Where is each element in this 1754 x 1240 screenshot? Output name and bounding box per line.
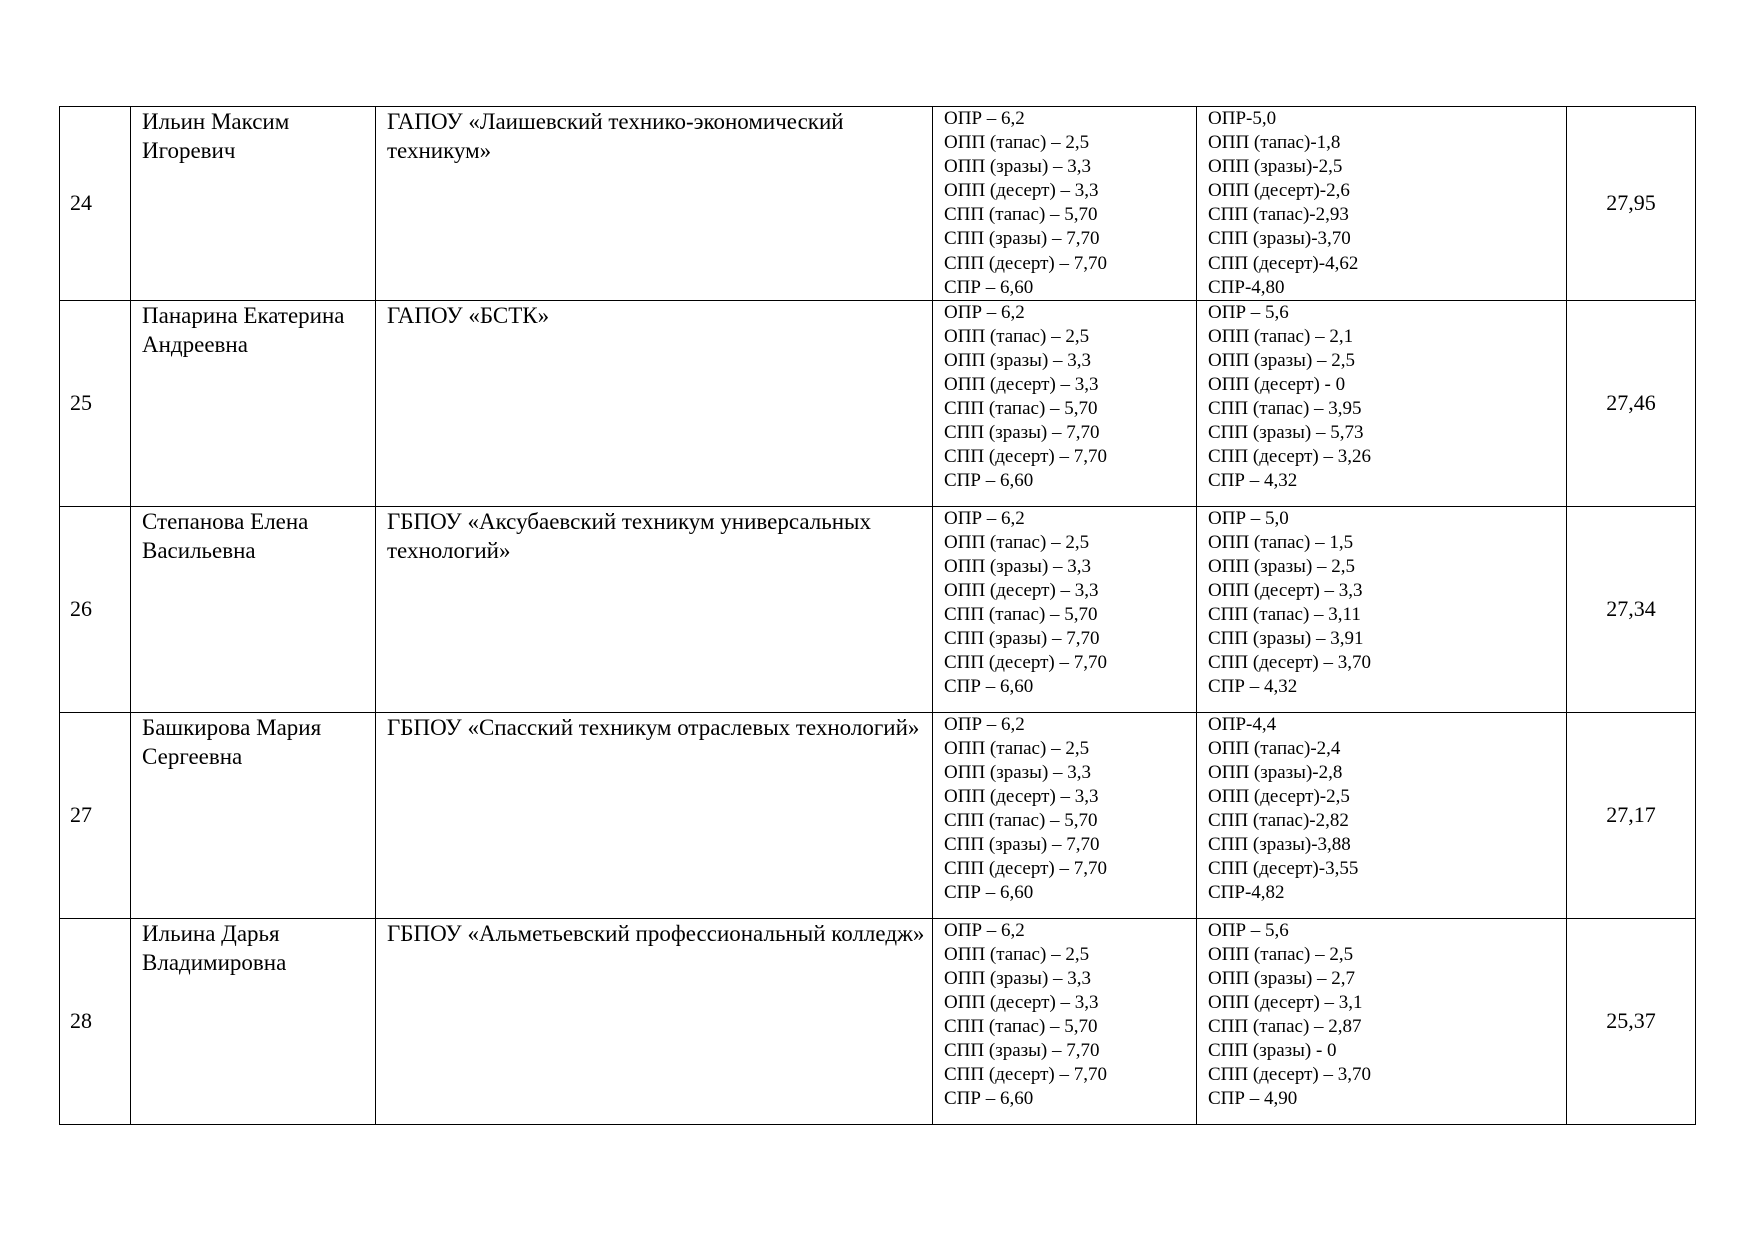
- results-table: [59, 106, 1696, 1125]
- max-score-line: СПП (зразы) – 7,70: [944, 1040, 1100, 1062]
- received-score-line: ОПП (тапас)-1,8: [1208, 132, 1341, 154]
- table-row: [60, 918, 1696, 1124]
- row-number: 25: [70, 390, 92, 416]
- row-number: 26: [70, 596, 92, 622]
- max-score-line: СПР – 6,60: [944, 676, 1034, 698]
- received-scores-cell: [1197, 712, 1567, 918]
- max-score-line: ОПП (зразы) – 3,3: [944, 967, 1092, 989]
- table-row: [60, 506, 1696, 712]
- received-scores-cell: [1197, 107, 1567, 301]
- total-score: 27,17: [1606, 802, 1656, 828]
- max-score-line: СПП (тапас) – 5,70: [944, 810, 1098, 832]
- organization-cell: [376, 506, 933, 712]
- max-score-line: СПП (десерт) – 7,70: [944, 1064, 1107, 1086]
- max-score-line: ОПР – 6,2: [944, 301, 1025, 323]
- max-score-line: СПП (зразы) – 7,70: [944, 228, 1100, 250]
- max-score-line: СПР – 6,60: [944, 1088, 1034, 1110]
- organization-cell: [376, 300, 933, 506]
- total-score: 25,37: [1606, 1008, 1656, 1034]
- max-score-line: ОПП (тапас) – 2,5: [944, 531, 1090, 553]
- max-score-line: ОПП (зразы) – 3,3: [944, 555, 1092, 577]
- total-score-cell: [1567, 506, 1696, 712]
- row-number: 28: [70, 1008, 92, 1034]
- participant-name: Панарина Екатерина Андреевна: [142, 302, 345, 357]
- table-row: [60, 107, 1696, 301]
- participant-name-cell: [131, 712, 376, 918]
- participant-name-cell: [131, 506, 376, 712]
- organization-cell: [376, 107, 933, 301]
- max-score-line: СПП (тапас) – 5,70: [944, 604, 1098, 626]
- received-score-line: ОПП (десерт)-2,6: [1208, 180, 1350, 202]
- received-score-line: ОПП (десерт) – 3,1: [1208, 992, 1363, 1014]
- organization-name: ГАПОУ «Лаишевский технико-экономический техникум»: [387, 109, 844, 163]
- max-score-line: ОПП (зразы) – 3,3: [944, 156, 1092, 178]
- row-number: 24: [70, 190, 92, 216]
- received-score-line: ОПР – 5,0: [1208, 507, 1289, 529]
- received-score-line: СПП (зразы) - 0: [1208, 1040, 1337, 1062]
- max-score-line: ОПП (зразы) – 3,3: [944, 761, 1092, 783]
- participant-name-cell: [131, 107, 376, 301]
- participant-name-cell: [131, 300, 376, 506]
- participant-name: Ильин Максим Игоревич: [142, 109, 290, 163]
- max-score-line: ОПП (десерт) – 3,3: [944, 786, 1099, 808]
- max-score-line: СПР – 6,60: [944, 882, 1034, 904]
- max-score-line: СПП (десерт) – 7,70: [944, 858, 1107, 880]
- max-score-line: СПП (зразы) – 7,70: [944, 628, 1100, 650]
- received-score-line: СПП (тапас) – 3,95: [1208, 398, 1362, 420]
- received-score-line: СПП (зразы)-3,88: [1208, 834, 1351, 856]
- received-scores-cell: [1197, 300, 1567, 506]
- received-score-line: СПП (десерт)-4,62: [1208, 252, 1359, 274]
- received-score-line: СПР – 4,32: [1208, 676, 1298, 698]
- received-score-line: ОПП (тапас)-2,4: [1208, 737, 1341, 759]
- organization-name: ГАПОУ «БСТК»: [387, 302, 550, 328]
- max-score-line: СПП (тапас) – 5,70: [944, 1016, 1098, 1038]
- received-score-line: ОПП (зразы) – 2,7: [1208, 967, 1356, 989]
- max-score-line: ОПП (десерт) – 3,3: [944, 992, 1099, 1014]
- max-scores-cell: [933, 506, 1197, 712]
- max-score-line: СПП (десерт) – 7,70: [944, 252, 1107, 274]
- received-score-line: ОПП (тапас) – 2,5: [1208, 943, 1354, 965]
- total-score: 27,46: [1606, 390, 1656, 416]
- max-scores-cell: [933, 107, 1197, 301]
- row-number-cell: [60, 107, 131, 301]
- max-scores-cell: [933, 300, 1197, 506]
- received-score-line: СПП (зразы)-3,70: [1208, 228, 1351, 250]
- received-score-line: СПП (десерт) – 3,26: [1208, 446, 1371, 468]
- row-number-cell: [60, 506, 131, 712]
- received-score-line: ОПР-5,0: [1208, 108, 1277, 129]
- received-score-line: СПР-4,82: [1208, 882, 1285, 904]
- max-score-line: СПП (десерт) – 7,70: [944, 652, 1107, 674]
- max-score-line: ОПП (зразы) – 3,3: [944, 349, 1092, 371]
- organization-name: ГБПОУ «Спасский техникум отраслевых технологий»: [387, 714, 920, 740]
- total-score: 27,34: [1606, 596, 1656, 622]
- max-scores-cell: [933, 712, 1197, 918]
- received-score-line: ОПР – 5,6: [1208, 919, 1289, 941]
- max-score-line: СПП (тапас) – 5,70: [944, 204, 1098, 226]
- received-scores-cell: [1197, 918, 1567, 1124]
- organization-name: ГБПОУ «Аксубаевский техникум универсальных технологий»: [387, 508, 871, 563]
- received-score-line: СПП (тапас)-2,82: [1208, 810, 1349, 832]
- max-score-line: ОПП (десерт) – 3,3: [944, 374, 1099, 396]
- received-score-line: СПП (зразы) – 3,91: [1208, 628, 1364, 650]
- max-score-line: ОПР – 6,2: [944, 713, 1025, 735]
- received-scores-cell: [1197, 506, 1567, 712]
- total-score: 27,95: [1606, 190, 1656, 216]
- participant-name-cell: [131, 918, 376, 1124]
- received-score-line: ОПР – 5,6: [1208, 301, 1289, 323]
- participant-name: Степанова Елена Васильевна: [142, 508, 309, 563]
- max-score-line: ОПР – 6,2: [944, 507, 1025, 529]
- received-score-line: СПП (десерт) – 3,70: [1208, 652, 1371, 674]
- table-row: [60, 712, 1696, 918]
- received-score-line: ОПП (тапас) – 2,1: [1208, 325, 1354, 347]
- received-score-line: ОПП (зразы)-2,5: [1208, 156, 1343, 178]
- max-score-line: ОПП (десерт) – 3,3: [944, 180, 1099, 202]
- received-score-line: СПП (зразы) – 5,73: [1208, 422, 1364, 444]
- max-score-line: ОПП (тапас) – 2,5: [944, 943, 1090, 965]
- received-score-line: СПП (тапас) – 2,87: [1208, 1016, 1362, 1038]
- row-number: 27: [70, 802, 92, 828]
- received-score-line: СПП (десерт) – 3,70: [1208, 1064, 1371, 1086]
- received-score-line: СПП (тапас)-2,93: [1208, 204, 1349, 226]
- row-number-cell: [60, 712, 131, 918]
- max-score-line: ОПП (тапас) – 2,5: [944, 325, 1090, 347]
- max-score-line: СПП (тапас) – 5,70: [944, 398, 1098, 420]
- organization-name: ГБПОУ «Альметьевский профессиональный колледж»: [387, 920, 925, 946]
- organization-cell: [376, 712, 933, 918]
- max-score-line: ОПП (десерт) – 3,3: [944, 580, 1099, 602]
- received-score-line: ОПП (зразы) – 2,5: [1208, 349, 1356, 371]
- max-score-line: ОПП (тапас) – 2,5: [944, 737, 1090, 759]
- received-score-line: СПР – 4,32: [1208, 470, 1298, 492]
- participant-name: Башкирова Мария Сергеевна: [142, 714, 322, 769]
- max-score-line: ОПР – 6,2: [944, 108, 1025, 129]
- max-score-line: ОПП (тапас) – 2,5: [944, 132, 1090, 154]
- received-score-line: ОПП (тапас) – 1,5: [1208, 531, 1354, 553]
- max-score-line: СПП (зразы) – 7,70: [944, 834, 1100, 856]
- received-score-line: ОПП (десерт) - 0: [1208, 374, 1346, 396]
- received-score-line: ОПП (зразы)-2,8: [1208, 761, 1343, 783]
- received-score-line: ОПП (десерт)-2,5: [1208, 786, 1350, 808]
- received-score-line: СПР – 4,90: [1208, 1088, 1298, 1110]
- table-row: [60, 300, 1696, 506]
- received-score-line: СПП (тапас) – 3,11: [1208, 604, 1361, 626]
- max-score-line: ОПР – 6,2: [944, 919, 1025, 941]
- total-score-cell: [1567, 107, 1696, 301]
- participant-name: Ильина Дарья Владимировна: [142, 920, 287, 975]
- received-score-line: СПП (десерт)-3,55: [1208, 858, 1359, 880]
- received-score-line: СПР-4,80: [1208, 276, 1285, 298]
- received-score-line: ОПП (зразы) – 2,5: [1208, 555, 1356, 577]
- max-score-line: СПП (зразы) – 7,70: [944, 422, 1100, 444]
- total-score-cell: [1567, 712, 1696, 918]
- total-score-cell: [1567, 918, 1696, 1124]
- max-scores-cell: [933, 918, 1197, 1124]
- row-number-cell: [60, 918, 131, 1124]
- received-score-line: ОПР-4,4: [1208, 713, 1277, 735]
- max-score-line: СПР – 6,60: [944, 276, 1034, 298]
- organization-cell: [376, 918, 933, 1124]
- row-number-cell: [60, 300, 131, 506]
- max-score-line: СПП (десерт) – 7,70: [944, 446, 1107, 468]
- max-score-line: СПР – 6,60: [944, 470, 1034, 492]
- total-score-cell: [1567, 300, 1696, 506]
- received-score-line: ОПП (десерт) – 3,3: [1208, 580, 1363, 602]
